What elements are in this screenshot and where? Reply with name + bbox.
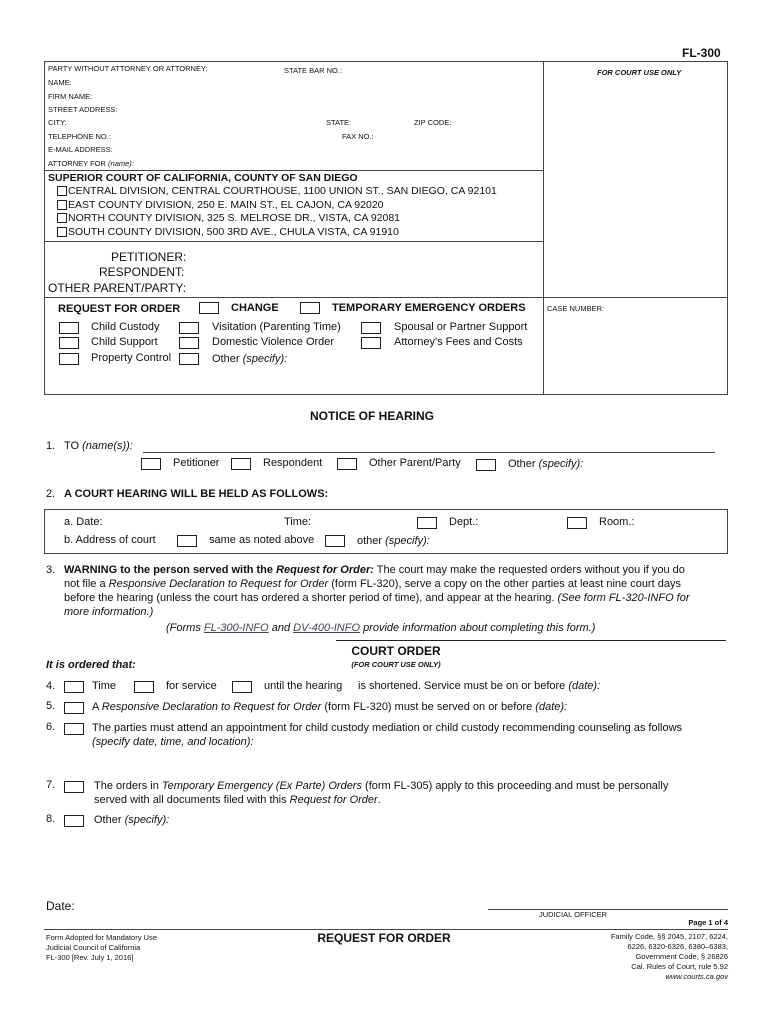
- notice-other-parent-checkbox[interactable]: [337, 458, 357, 470]
- telephone-label[interactable]: TELEPHONE NO.:: [48, 132, 111, 141]
- division-checkbox-central[interactable]: [57, 186, 67, 196]
- state-label[interactable]: STATE:: [326, 118, 352, 127]
- other-parent-label[interactable]: OTHER PARENT/PARTY:: [48, 281, 187, 295]
- footer-right-line-3: Government Code, § 26826: [635, 952, 728, 961]
- room-label: Room.:: [599, 516, 635, 528]
- notice-petitioner-checkbox[interactable]: [141, 458, 161, 470]
- spousal-support-label: Spousal or Partner Support: [394, 321, 528, 333]
- division-checkbox-north[interactable]: [57, 213, 67, 223]
- item6-line-2: (specify date, time, and location):: [92, 736, 254, 748]
- state-bar-label: STATE BAR NO.:: [284, 66, 343, 75]
- item8-number: 8.: [46, 813, 56, 825]
- visitation-label: Visitation (Parenting Time): [212, 321, 341, 333]
- item7-line-2: served with all documents filed with this Request for Order.: [94, 794, 381, 806]
- attorney-for-label[interactable]: ATTORNEY FOR (name):: [48, 159, 134, 168]
- zip-label[interactable]: ZIP CODE:: [414, 118, 452, 127]
- court-order-subtitle: (FOR COURT USE ONLY): [351, 660, 441, 669]
- dept-checkbox[interactable]: [417, 517, 437, 529]
- notice-other-label: Other (specify):: [508, 458, 584, 470]
- time-label: Time: [92, 680, 117, 692]
- item6-line-1: The parties must attend an appointment for child custody mediation or child custody recommending counseling as follows: [92, 722, 683, 734]
- hearing-time-label[interactable]: Time:: [284, 516, 312, 528]
- time-checkbox[interactable]: [64, 681, 84, 693]
- city-label[interactable]: CITY:: [48, 118, 67, 127]
- item1-to-label: TO (name(s)):: [64, 440, 133, 452]
- warning-line-2: not file a Responsive Declaration to Request for Order (form FL-320), serve a copy on the other parties at least nine court days: [64, 578, 681, 590]
- address-label: b. Address of court: [64, 534, 156, 546]
- temporary-label: TEMPORARY EMERGENCY ORDERS: [332, 302, 526, 314]
- until-hearing-checkbox[interactable]: [232, 681, 252, 693]
- child-custody-label: Child Custody: [91, 321, 160, 333]
- warning-line-3: before the hearing (unless the court has ordered a shorter period of time), and appear at the hearing. (See form FL-320-INFO for: [64, 592, 690, 604]
- dept-label: Dept.:: [449, 516, 479, 528]
- temporary-checkbox[interactable]: [300, 302, 320, 314]
- form-number: FL-300: [682, 46, 721, 60]
- item7-number: 7.: [46, 779, 56, 791]
- item4-number: 4.: [46, 680, 56, 692]
- case-number-label[interactable]: CASE NUMBER:: [547, 304, 605, 313]
- notice-respondent-label: Respondent: [263, 457, 323, 469]
- division-central: CENTRAL DIVISION, CENTRAL COURTHOUSE, 1100 UNION ST., SAN DIEGO, CA 92101: [68, 185, 497, 197]
- notice-title: NOTICE OF HEARING: [310, 409, 435, 423]
- footer-right-line-2: 6226, 6320-6326, 6380–6383;: [627, 942, 728, 951]
- room-checkbox[interactable]: [567, 517, 587, 529]
- notice-petitioner-label: Petitioner: [173, 457, 220, 469]
- name-label[interactable]: NAME:: [48, 78, 72, 87]
- same-as-noted-checkbox[interactable]: [177, 535, 197, 547]
- request-title: REQUEST FOR ORDER: [58, 303, 181, 315]
- court-order-title: COURT ORDER: [351, 644, 441, 658]
- until-hearing-label: until the hearing: [264, 680, 343, 692]
- item8-other-label: Other (specify):: [94, 814, 170, 826]
- shortened-text: is shortened. Service must be on or before (date):: [358, 680, 601, 692]
- petitioner-label[interactable]: PETITIONER:: [111, 250, 187, 264]
- child-support-label: Child Support: [91, 336, 158, 348]
- division-south: SOUTH COUNTY DIVISION, 500 3RD AVE., CHULA VISTA, CA 91910: [68, 226, 399, 238]
- date-label[interactable]: Date:: [46, 899, 75, 913]
- notice-other-parent-label: Other Parent/Party: [369, 457, 461, 469]
- same-as-noted-label: same as noted above: [209, 534, 315, 546]
- court-use-label: FOR COURT USE ONLY: [597, 68, 682, 77]
- property-control-checkbox[interactable]: [59, 353, 79, 365]
- item3-number: 3.: [46, 564, 56, 576]
- page-number: Page 1 of 4: [688, 918, 728, 927]
- change-label: CHANGE: [231, 302, 279, 314]
- domestic-violence-checkbox[interactable]: [179, 337, 199, 349]
- party-label: PARTY WITHOUT ATTORNEY OR ATTORNEY:: [48, 64, 208, 73]
- item5-text: A Responsive Declaration to Request for Order (form FL-320) must be served on or before (date):: [92, 701, 568, 713]
- footer-left-line-3: FL-300 [Rev. July 1, 2016]: [46, 953, 134, 962]
- address-other-checkbox[interactable]: [325, 535, 345, 547]
- item5-number: 5.: [46, 700, 56, 712]
- for-service-label: for service: [166, 680, 217, 692]
- address-other-label: other (specify):: [357, 535, 430, 547]
- email-label[interactable]: E-MAIL ADDRESS:: [48, 145, 113, 154]
- forms-info-line: (Forms FL-300-INFO and DV-400-INFO provide information about completing this form.): [166, 622, 596, 634]
- change-checkbox[interactable]: [199, 302, 219, 314]
- judicial-officer-label: JUDICIAL OFFICER: [538, 910, 608, 919]
- item5-checkbox[interactable]: [64, 702, 84, 714]
- item7-checkbox[interactable]: [64, 781, 84, 793]
- division-north: NORTH COUNTY DIVISION, 325 S. MELROSE DR., VISTA, CA 92081: [68, 212, 401, 224]
- division-checkbox-south[interactable]: [57, 227, 67, 237]
- for-service-checkbox[interactable]: [134, 681, 154, 693]
- attorney-fees-checkbox[interactable]: [361, 337, 381, 349]
- item8-checkbox[interactable]: [64, 815, 84, 827]
- ordered-label: It is ordered that:: [46, 659, 136, 671]
- visitation-checkbox[interactable]: [179, 322, 199, 334]
- attorney-fees-label: Attorney's Fees and Costs: [394, 336, 523, 348]
- hearing-date-label[interactable]: a. Date:: [64, 516, 103, 528]
- child-custody-checkbox[interactable]: [59, 322, 79, 334]
- other-request-label: Other (specify):: [212, 353, 288, 365]
- child-support-checkbox[interactable]: [59, 337, 79, 349]
- fax-label[interactable]: FAX NO.:: [342, 132, 374, 141]
- warning-line-4: more information.): [64, 606, 154, 618]
- item1-number: 1.: [46, 440, 56, 452]
- street-label[interactable]: STREET ADDRESS:: [48, 105, 118, 114]
- property-control-label: Property Control: [91, 352, 172, 364]
- other-request-checkbox[interactable]: [179, 353, 199, 365]
- footer-left-line-2: Judicial Council of California: [46, 943, 141, 952]
- notice-other-checkbox[interactable]: [476, 459, 496, 471]
- footer-title: REQUEST FOR ORDER: [317, 931, 451, 945]
- division-checkbox-east[interactable]: [57, 200, 67, 210]
- footer-right-line-4: Cal. Rules of Court, rule 5.92: [631, 962, 728, 971]
- dv-400-info-link[interactable]: DV-400-INFO: [293, 622, 360, 634]
- domestic-violence-label: Domestic Violence Order: [212, 336, 335, 348]
- item7-line-1: The orders in Temporary Emergency (Ex Parte) Orders (form FL-305) apply to this proceeding and must be personally: [94, 780, 669, 792]
- footer-left-line-1: Form Adopted for Mandatory Use: [46, 933, 157, 942]
- item6-checkbox[interactable]: [64, 723, 84, 735]
- spousal-support-checkbox[interactable]: [361, 322, 381, 334]
- item6-number: 6.: [46, 721, 56, 733]
- item2-number: 2.: [46, 488, 56, 500]
- footer-right-line-1: Family Code, §§ 2045, 2107, 6224,: [610, 932, 728, 941]
- footer-website[interactable]: www.courts.ca.gov: [665, 972, 728, 981]
- fl-300-info-link[interactable]: FL-300-INFO: [203, 622, 269, 634]
- respondent-label[interactable]: RESPONDENT:: [99, 265, 185, 279]
- court-title: SUPERIOR COURT OF CALIFORNIA, COUNTY OF SAN DIEGO: [48, 172, 358, 184]
- notice-respondent-checkbox[interactable]: [231, 458, 251, 470]
- item2-text: A COURT HEARING WILL BE HELD AS FOLLOWS:: [64, 488, 329, 500]
- division-east: EAST COUNTY DIVISION, 250 E. MAIN ST., EL CAJON, CA 92020: [68, 199, 384, 211]
- warning-line-1: WARNING to the person served with the Request for Order: The court may make the requested orders without you if you do: [64, 564, 685, 576]
- firm-name-label[interactable]: FIRM NAME:: [48, 92, 93, 101]
